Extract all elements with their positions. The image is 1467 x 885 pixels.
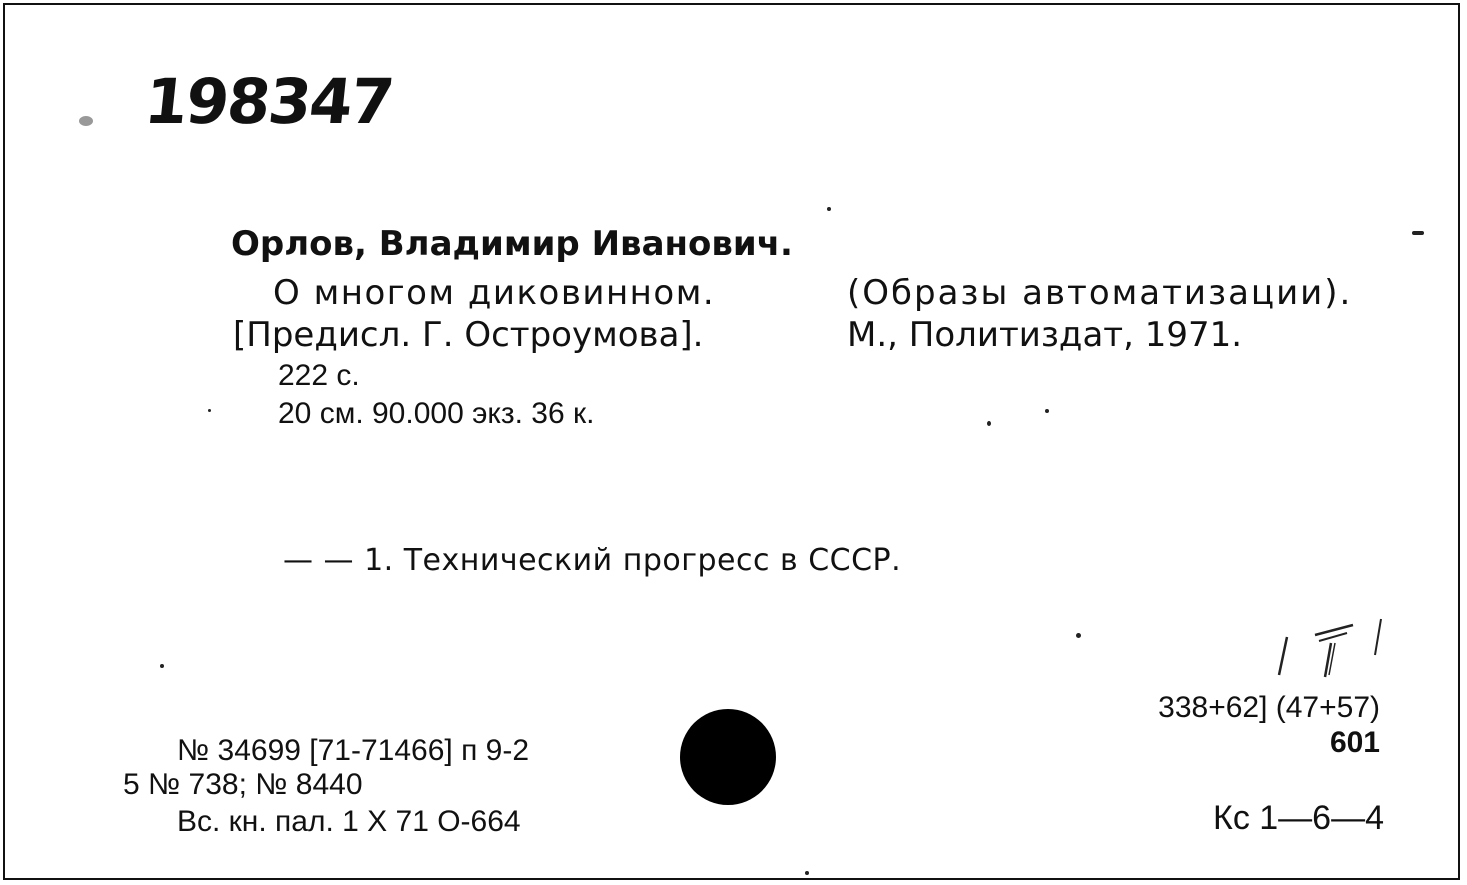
publication-info: М., Политиздат, 1971.	[847, 315, 1243, 355]
classification-line-2: 601	[1329, 726, 1380, 759]
handwritten-accession-number: 198347	[141, 65, 396, 138]
ink-speck	[1412, 231, 1424, 235]
ink-speck	[827, 207, 831, 211]
handwritten-mark-icon	[1275, 615, 1395, 685]
author-heading: Орлов, Владимир Иванович.	[231, 224, 793, 264]
bibliographic-number-line-2: 5 № 738; № 8440	[123, 768, 363, 801]
ink-speck	[1045, 409, 1049, 413]
subject-heading: — — 1. Технический прогресс в СССР.	[283, 543, 902, 578]
price-code: Кс 1—6—4	[1213, 799, 1384, 837]
catalog-card	[3, 3, 1460, 880]
physical-description: 20 см. 90.000 экз. 36 к.	[278, 397, 595, 430]
ink-speck	[805, 871, 809, 875]
punch-hole	[680, 709, 776, 805]
ink-speck	[79, 116, 93, 126]
title-line-1: О многом диковинном.	[273, 273, 716, 313]
ink-speck	[208, 409, 211, 412]
classification-line-1: 338+62] (47+57)	[1158, 691, 1380, 724]
title-line-2: [Предисл. Г. Остроумова].	[233, 315, 704, 355]
bibliographic-number-line-1: № 34699 [71-71466] п 9-2	[177, 734, 530, 767]
ink-speck	[160, 664, 164, 668]
ink-speck	[1076, 633, 1081, 638]
series-line-1: (Образы автоматизации).	[847, 273, 1353, 313]
page-count: 222 с.	[278, 359, 360, 392]
ink-speck	[987, 421, 991, 426]
bibliographic-number-line-3: Вс. кн. пал. 1 X 71 О-664	[177, 805, 521, 838]
